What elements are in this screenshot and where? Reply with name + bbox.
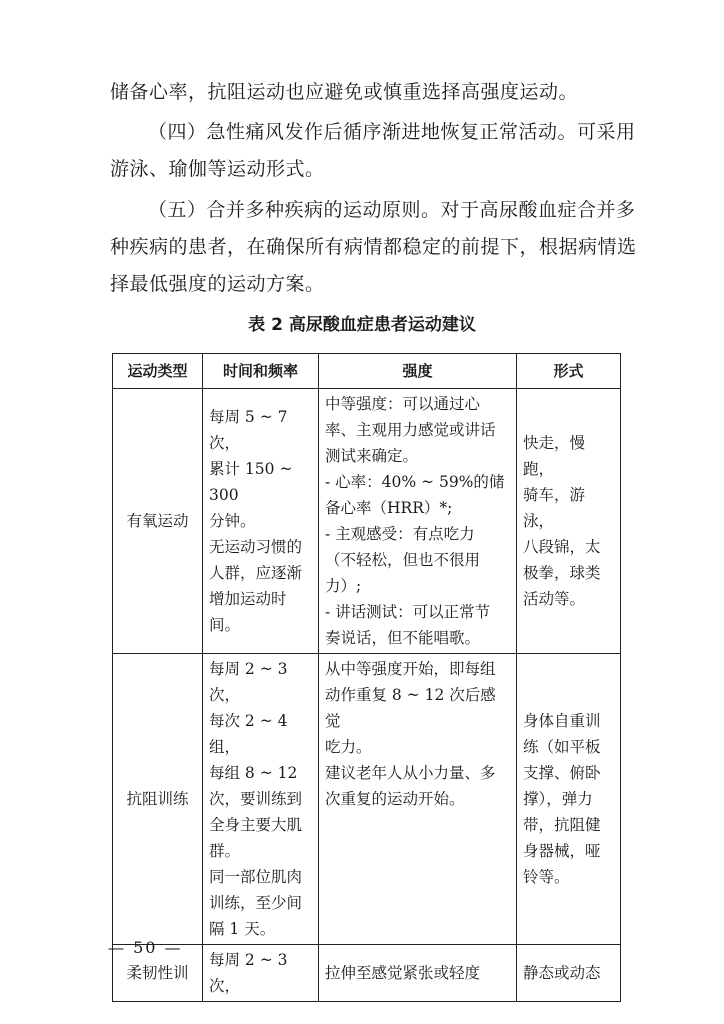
cell-line: 活动等。	[523, 590, 586, 608]
cell-line: 训练，至少间	[209, 894, 303, 912]
cell-frequency	[203, 389, 319, 654]
cell-line: 率、主观用力感觉或讲话	[325, 421, 496, 439]
table-title: 表 2 高尿酸血症患者运动建议	[248, 315, 476, 335]
table-row	[113, 945, 621, 1002]
cell-line: 动作重复 8 ~ 12 次后感觉	[325, 686, 496, 730]
paragraph-line: 种疾病的患者，在确保所有病情都稳定的前提下，根据病情选	[110, 236, 637, 258]
paragraph-2	[110, 114, 640, 188]
cell-line: 每组 8 ~ 12	[209, 764, 298, 782]
paragraph-line: 择最低强度的运动方案。	[110, 273, 325, 295]
cell-line: 每周 5 ~ 7 次，	[209, 408, 288, 452]
paragraph-1	[110, 74, 640, 111]
cell-line: 身体自重训	[523, 712, 601, 730]
header-intensity: 强度	[319, 354, 517, 389]
cell-line: - 主观感受：有点吃力	[325, 525, 475, 543]
cell-line: 备心率（HRR）*;	[325, 499, 453, 517]
cell-frequency	[203, 945, 319, 1002]
cell-line: 中等强度：可以通过心	[325, 395, 481, 413]
cell-line: 群。	[209, 842, 241, 860]
cell-line: 次重复的运动开始。	[325, 790, 465, 808]
cell-line: 隔 1 天。	[209, 920, 276, 938]
cell-line: 同一部位肌肉	[209, 868, 303, 886]
table-row	[113, 389, 621, 654]
cell-frequency	[203, 654, 319, 945]
paragraph-line: （五）合并多种疾病的运动原则。对于高尿酸血症合并多	[148, 199, 636, 221]
table-header-row	[113, 354, 621, 389]
cell-line: 吃力。	[325, 738, 372, 756]
cell-line: 奏说话，但不能唱歌。	[325, 629, 481, 647]
cell-line: 测试来确定。	[325, 447, 419, 465]
cell-line: 八段锦，太	[523, 538, 601, 556]
cell-intensity	[319, 389, 517, 654]
exercise-table	[112, 353, 621, 1002]
cell-line: - 心率：40% ~ 59%的储	[325, 473, 505, 491]
cell-form	[517, 945, 621, 1002]
header-frequency: 时间和频率	[203, 354, 319, 389]
cell-line: 力）;	[325, 577, 362, 595]
cell-intensity	[319, 654, 517, 945]
cell-line: 增加运动时	[209, 590, 287, 608]
cell-line: 拉伸至感觉紧张或轻度	[325, 964, 481, 982]
cell-type: 有氧运动	[113, 389, 203, 654]
table-row	[113, 654, 621, 945]
cell-line: 撑），弹力	[523, 790, 593, 808]
page-number: — 50 —	[108, 938, 183, 957]
cell-line: 身器械，哑	[523, 842, 601, 860]
cell-line: 骑车，游泳，	[523, 486, 586, 530]
cell-line: 带，抗阻健	[523, 816, 601, 834]
cell-line: 练（如平板	[523, 738, 601, 756]
cell-line: 快走，慢跑，	[523, 434, 586, 478]
paragraph-line: 储备心率，抗阻运动也应避免或慎重选择高强度运动。	[110, 81, 579, 103]
cell-line: 间。	[209, 616, 241, 634]
header-type: 运动类型	[113, 354, 203, 389]
paragraph-3	[110, 192, 640, 303]
cell-line: 次，要训练到	[209, 790, 303, 808]
cell-line: 每周 2 ~ 3 次，	[209, 951, 288, 995]
cell-type: 抗阻训练	[113, 654, 203, 945]
cell-line: 建议老年人从小力量、多	[325, 764, 496, 782]
cell-line: 静态或动态	[523, 964, 601, 982]
cell-line: 累计 150 ~ 300	[209, 460, 293, 504]
cell-line: 人群，应逐渐	[209, 564, 303, 582]
cell-line: 支撑、俯卧	[523, 764, 601, 782]
cell-form	[517, 389, 621, 654]
cell-line: 无运动习惯的	[209, 538, 303, 556]
cell-line: 每周 2 ~ 3 次，	[209, 660, 288, 704]
cell-intensity	[319, 945, 517, 1002]
cell-form	[517, 654, 621, 945]
header-form: 形式	[517, 354, 621, 389]
cell-line: （不轻松，但也不很用	[325, 551, 481, 569]
cell-line: 铃等。	[523, 868, 570, 886]
cell-line: 极拳，球类	[523, 564, 601, 582]
paragraph-line: 游泳、瑜伽等运动形式。	[110, 158, 325, 180]
cell-line: 每次 2 ~ 4 组，	[209, 712, 288, 756]
paragraph-line: （四）急性痛风发作后循序渐进地恢复正常活动。可采用	[148, 121, 636, 143]
cell-line: - 讲话测试：可以正常节	[325, 603, 491, 621]
cell-type: 柔韧性训	[113, 945, 203, 1002]
cell-line: 全身主要大肌	[209, 816, 303, 834]
cell-line: 分钟。	[209, 512, 256, 530]
cell-line: 从中等强度开始，即每组	[325, 660, 496, 678]
